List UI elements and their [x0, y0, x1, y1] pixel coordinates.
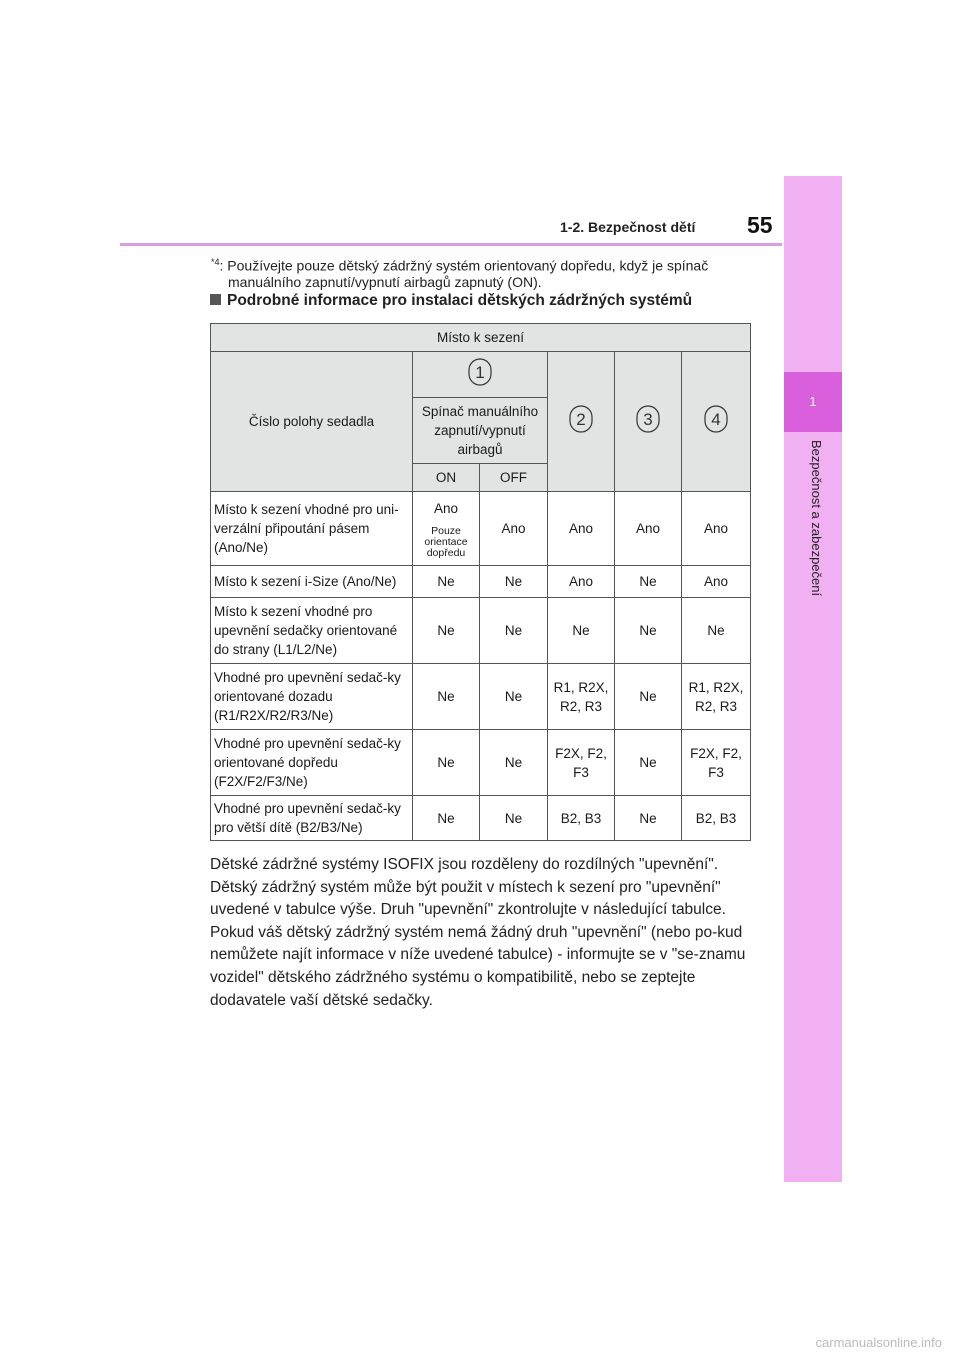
- cell-universal-seat4: Ano: [682, 492, 751, 566]
- cell-universal-seat3: Ano: [615, 492, 682, 566]
- body-paragraph: Dětské zádržné systémy ISOFIX jsou rozděleny do rozdílných "upevnění". Dětský zádržný systém může být použit v místech k sezení pro "upevnění" uvedené v tabulce výše. Druh "upevnění" zkontrolujte v následující tabulce. Pokud váš dětský zádržný systém nemá žádný druh "upevnění" (nebo po-kud nemůžete najít informace v níže uvedené tabulce) - informujte se v "se-znamu vozidel" dětského zádržného systému o kompatibilitě, nebo se zeptejte dodavatele vaší dětské sedačky.: [210, 856, 746, 1009]
- cell-isize-seat4: Ano: [682, 566, 751, 598]
- forward-only-note: Pouze orientace dopředu: [424, 524, 468, 559]
- table-row: [211, 492, 751, 566]
- footnote: [211, 254, 751, 290]
- cell-universal-off: Ano: [480, 492, 548, 566]
- cell-forward-seat2: F2X, F2, F3: [548, 730, 615, 796]
- seat-number-3-icon: [634, 404, 662, 434]
- seat-2-cell: [548, 352, 615, 492]
- watermark: carmanualsonline.info: [815, 1335, 942, 1350]
- table-row: [211, 796, 751, 841]
- table-row: [211, 566, 751, 598]
- cell-forward-off: Ne: [480, 730, 548, 796]
- section-heading: [210, 292, 692, 310]
- footnote-text-line2: manuálního zapnutí/vypnutí airbagů zapnutý (ON).: [228, 273, 542, 290]
- cell-rearward-seat4: R1, R2X, R2, R3: [682, 664, 751, 730]
- cell-booster-on: Ne: [413, 796, 480, 841]
- seat-3-number: 3: [643, 410, 653, 429]
- row-label-lateral: Místo k sezení vhodné pro upevnění sedačky orientované do strany (L1/L2/Ne): [211, 598, 413, 664]
- cell-lateral-seat2: Ne: [548, 598, 615, 664]
- cell-isize-on: Ne: [413, 566, 480, 598]
- side-tab: [784, 176, 842, 1182]
- cell-booster-off: Ne: [480, 796, 548, 841]
- switch-on-header: ON: [413, 464, 480, 492]
- cell-rearward-off: Ne: [480, 664, 548, 730]
- footnote-text-line1: : Používejte pouze dětský zádržný systém orientovaný dopředu, když je spínač: [219, 257, 709, 274]
- seat-1-cell: [413, 352, 548, 398]
- cell-lateral-off: Ne: [480, 598, 548, 664]
- cell-universal-on: [413, 492, 480, 566]
- row-label-rearward: Vhodné pro upevnění sedač-ky orientované dozadu (R1/R2X/R2/R3/Ne): [211, 664, 413, 730]
- cell-lateral-seat4: Ne: [682, 598, 751, 664]
- table-row: [211, 664, 751, 730]
- table-row: [211, 598, 751, 664]
- row-label-forward: Vhodné pro upevnění sedač-ky orientované dopředu (F2X/F2/F3/Ne): [211, 730, 413, 796]
- cell-isize-seat2: Ano: [548, 566, 615, 598]
- cell-lateral-seat3: Ne: [615, 598, 682, 664]
- seat-number-4-icon: [702, 404, 730, 434]
- section-header: 1-2. Bezpečnost dětí: [560, 219, 696, 235]
- seat-number-2-icon: [567, 404, 595, 434]
- chapter-number-tab: 1: [784, 372, 842, 432]
- cell-rearward-seat3: Ne: [615, 664, 682, 730]
- seat-number-1-icon: [466, 357, 494, 387]
- cell-rearward-on: Ne: [413, 664, 480, 730]
- table-row: [211, 730, 751, 796]
- seat-4-cell: [682, 352, 751, 492]
- header-divider: [120, 243, 782, 246]
- section-heading-text: Podrobné informace pro instalaci dětských zádržných systémů: [227, 292, 693, 309]
- table-top-header: Místo k sezení: [211, 324, 751, 352]
- heading-square-icon: [210, 294, 221, 305]
- row-label-universal-belt: Místo k sezení vhodné pro uni-verzální připoutání pásem (Ano/Ne): [211, 492, 413, 566]
- position-label-cell: Číslo polohy sedadla: [211, 352, 413, 492]
- cell-isize-seat3: Ne: [615, 566, 682, 598]
- cell-booster-seat4: B2, B3: [682, 796, 751, 841]
- seat-1-number: 1: [475, 363, 485, 382]
- seat-3-cell: [615, 352, 682, 492]
- cell-booster-seat2: B2, B3: [548, 796, 615, 841]
- airbag-switch-label: Spínač manuálního zapnutí/vypnutí airbagů: [413, 398, 548, 464]
- page-number: 55: [747, 212, 773, 238]
- row-label-booster: Vhodné pro upevnění sedač-ky pro větší dítě (B2/B3/Ne): [211, 796, 413, 841]
- cell-forward-on: Ne: [413, 730, 480, 796]
- seat-4-number: 4: [711, 410, 721, 429]
- cell-universal-seat2: Ano: [548, 492, 615, 566]
- cell-rearward-seat2: R1, R2X, R2, R3: [548, 664, 615, 730]
- footnote-mark: *4: [211, 257, 220, 267]
- cell-universal-on-value: Ano: [433, 500, 459, 516]
- cell-forward-seat4: F2X, F2, F3: [682, 730, 751, 796]
- seat-2-number: 2: [576, 410, 586, 429]
- switch-off-header: OFF: [480, 464, 548, 492]
- cell-forward-seat3: Ne: [615, 730, 682, 796]
- cell-lateral-on: Ne: [413, 598, 480, 664]
- cell-isize-off: Ne: [480, 566, 548, 598]
- cell-booster-seat3: Ne: [615, 796, 682, 841]
- isofix-table: [210, 323, 751, 841]
- row-label-isize: Místo k sezení i-Size (Ano/Ne): [211, 566, 413, 598]
- chapter-title-vertical: Bezpečnost a zabezpečení: [809, 440, 824, 597]
